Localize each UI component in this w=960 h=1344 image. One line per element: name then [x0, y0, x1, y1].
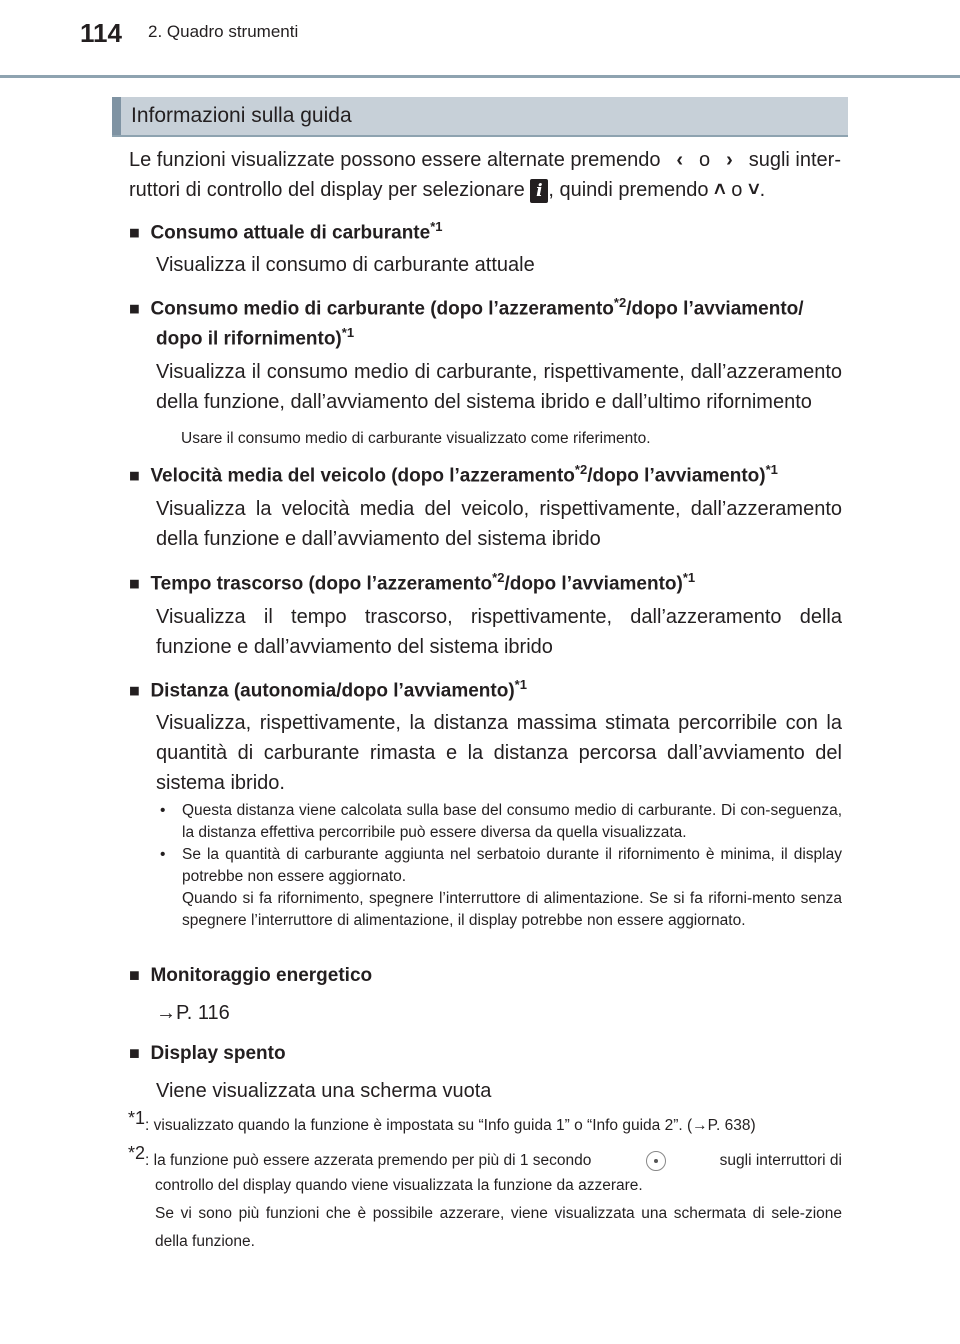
- footnote-text-b: sugli interruttori di: [719, 1152, 842, 1169]
- item-sup-b: *1: [765, 462, 778, 477]
- item-title-b: /dopo l’avviamento): [587, 465, 766, 487]
- note-text: Questa distanza viene calcolata sulla base del consumo medio di carburante. Di con-seguenza, la distanza effettiva percorribile può essere diversa da quella visualizzata.: [182, 802, 842, 841]
- item-sup-a: *2: [613, 295, 627, 310]
- item-title-a: Consumo medio di carburante (dopo l’azzeramento: [150, 298, 614, 320]
- item-title: Display spento: [150, 1043, 286, 1064]
- item-distanza-heading: [129, 670, 841, 706]
- item-sup-a: *2: [492, 570, 505, 585]
- item-title-b: /dopo l’avviamento/: [626, 298, 804, 320]
- square-bullet-icon: ■: [129, 298, 140, 319]
- item-title: Consumo attuale di carburante: [150, 222, 431, 244]
- info-icon: i: [530, 179, 548, 203]
- item-consumo-attuale-heading: [129, 212, 443, 248]
- square-bullet-icon: ■: [129, 965, 140, 985]
- footnote-1: [128, 1107, 842, 1137]
- intro-text-1: Le funzioni visualizzate possono essere alternate premendo: [129, 149, 661, 171]
- item-consumo-medio-heading-2: [156, 318, 354, 354]
- square-bullet-icon: ■: [129, 1043, 140, 1063]
- item-tempo-heading: [129, 563, 841, 599]
- intro-or-2: o: [731, 179, 743, 201]
- item-title-b: /dopo l’avviamento): [504, 573, 683, 595]
- page-number: 114: [80, 18, 122, 48]
- item-sup-a: *2: [574, 462, 588, 477]
- footnote-text-c: controllo del display quando viene visualizzata la funzione da azzerare.: [155, 1177, 643, 1194]
- right-arrow-icon: ›: [726, 149, 733, 171]
- footnote-text: : visualizzato quando la funzione è impostata su “Info guida 1” o “Info guida 2”. (→P. 638): [145, 1117, 756, 1134]
- item-title-c: dopo il rifornimento): [156, 328, 342, 350]
- square-bullet-icon: ■: [129, 573, 140, 594]
- item-velocita-desc: Visualizza la velocità media del veicolo, rispettivamente, dall’azzeramento della funzione e dall’avviamento del sistema ibrido: [156, 498, 842, 550]
- intro-text-2: sugli inter-: [748, 149, 841, 171]
- footnote-text-d: Se vi sono più funzioni che è possibile azzerare, viene visualizzata una schermata di sele-zione della funzione.: [155, 1205, 842, 1250]
- intro-paragraph: [129, 145, 841, 205]
- item-title-a: Tempo trascorso (dopo l’azzeramento: [150, 573, 493, 595]
- bullet-icon: •: [160, 802, 166, 819]
- page-reference-link[interactable]: →P. 116: [156, 1002, 230, 1024]
- item-sup-b: *1: [682, 570, 696, 585]
- item-distanza-notes: [160, 800, 842, 932]
- note-text: Se la quantità di carburante aggiunta nel serbatoio durante il rifornimento è minima, il display potrebbe non essere aggiornato.: [182, 846, 842, 885]
- section-underline: [112, 135, 848, 137]
- item-monitoraggio-heading: [129, 960, 372, 991]
- item-display-spento-heading: [129, 1038, 286, 1069]
- chapter-title: 2. Quadro strumenti: [148, 22, 299, 41]
- note-bullet-row: [160, 800, 842, 844]
- header-divider: [0, 75, 960, 78]
- item-title: Distanza (autonomia/dopo l’avviamento): [150, 680, 515, 702]
- item-distanza-desc: Visualizza, rispettivamente, la distanza massima stimata percorribile con la quantità di carburante rimasta e la distanza percorsa dall’avviamento del sistema ibrido.: [156, 712, 842, 794]
- item-sup: *1: [514, 677, 527, 692]
- intro-or-1: o: [699, 149, 711, 171]
- note-bullet-row: [160, 844, 842, 888]
- down-arrow-icon: ˅: [747, 179, 760, 201]
- footnote-mark: *2: [128, 1142, 146, 1163]
- item-title-a: Velocità media del veicolo (dopo l’azzeramento: [150, 465, 575, 487]
- footnote-2: [128, 1142, 842, 1256]
- knob-button-icon: [646, 1151, 666, 1171]
- item-display-spento-desc: Viene visualizzata una scherma vuota: [156, 1080, 492, 1102]
- section-title-accent: [112, 97, 121, 135]
- item-velocita-heading: [129, 455, 841, 491]
- intro-text-5: .: [759, 179, 766, 201]
- footnote-text-a: : la funzione può essere azzerata premendo per più di 1 secondo: [145, 1152, 592, 1169]
- item-title: Monitoraggio energetico: [150, 965, 373, 986]
- square-bullet-icon: ■: [129, 680, 140, 701]
- bullet-icon: •: [160, 846, 166, 863]
- item-consumo-medio-desc: Visualizza il consumo medio di carburante, rispettivamente, dall’azzeramento della funzione, dall’avviamento del sistema ibrido e dall’ultimo rifornimento: [156, 361, 842, 413]
- footnote-mark: *1: [128, 1107, 146, 1128]
- left-arrow-icon: ‹: [676, 149, 684, 171]
- section-title: Informazioni sulla guida: [131, 104, 352, 127]
- intro-text-3: ruttori di controllo del display per selezionare: [129, 179, 525, 201]
- item-consumo-attuale-desc: Visualizza il consumo di carburante attuale: [156, 254, 535, 276]
- item-sup-c: *1: [341, 325, 355, 340]
- item-sup: *1: [430, 219, 443, 234]
- item-consumo-medio-note: Usare il consumo medio di carburante visualizzato come riferimento.: [181, 430, 651, 447]
- up-arrow-icon: ˄: [714, 179, 726, 201]
- item-tempo-desc: Visualizza il tempo trascorso, rispettivamente, dall’azzeramento della funzione e dall’avviamento del sistema ibrido: [156, 606, 842, 658]
- intro-text-4: , quindi premendo: [548, 179, 709, 201]
- square-bullet-icon: ■: [129, 465, 140, 486]
- note-continuation: Quando si fa rifornimento, spegnere l’interruttore di alimentazione. Se si fa riforni-mento senza spegnere l’interruttore di alimentazione, il display potrebbe non essere aggiornato.: [182, 890, 842, 929]
- square-bullet-icon: ■: [129, 222, 140, 243]
